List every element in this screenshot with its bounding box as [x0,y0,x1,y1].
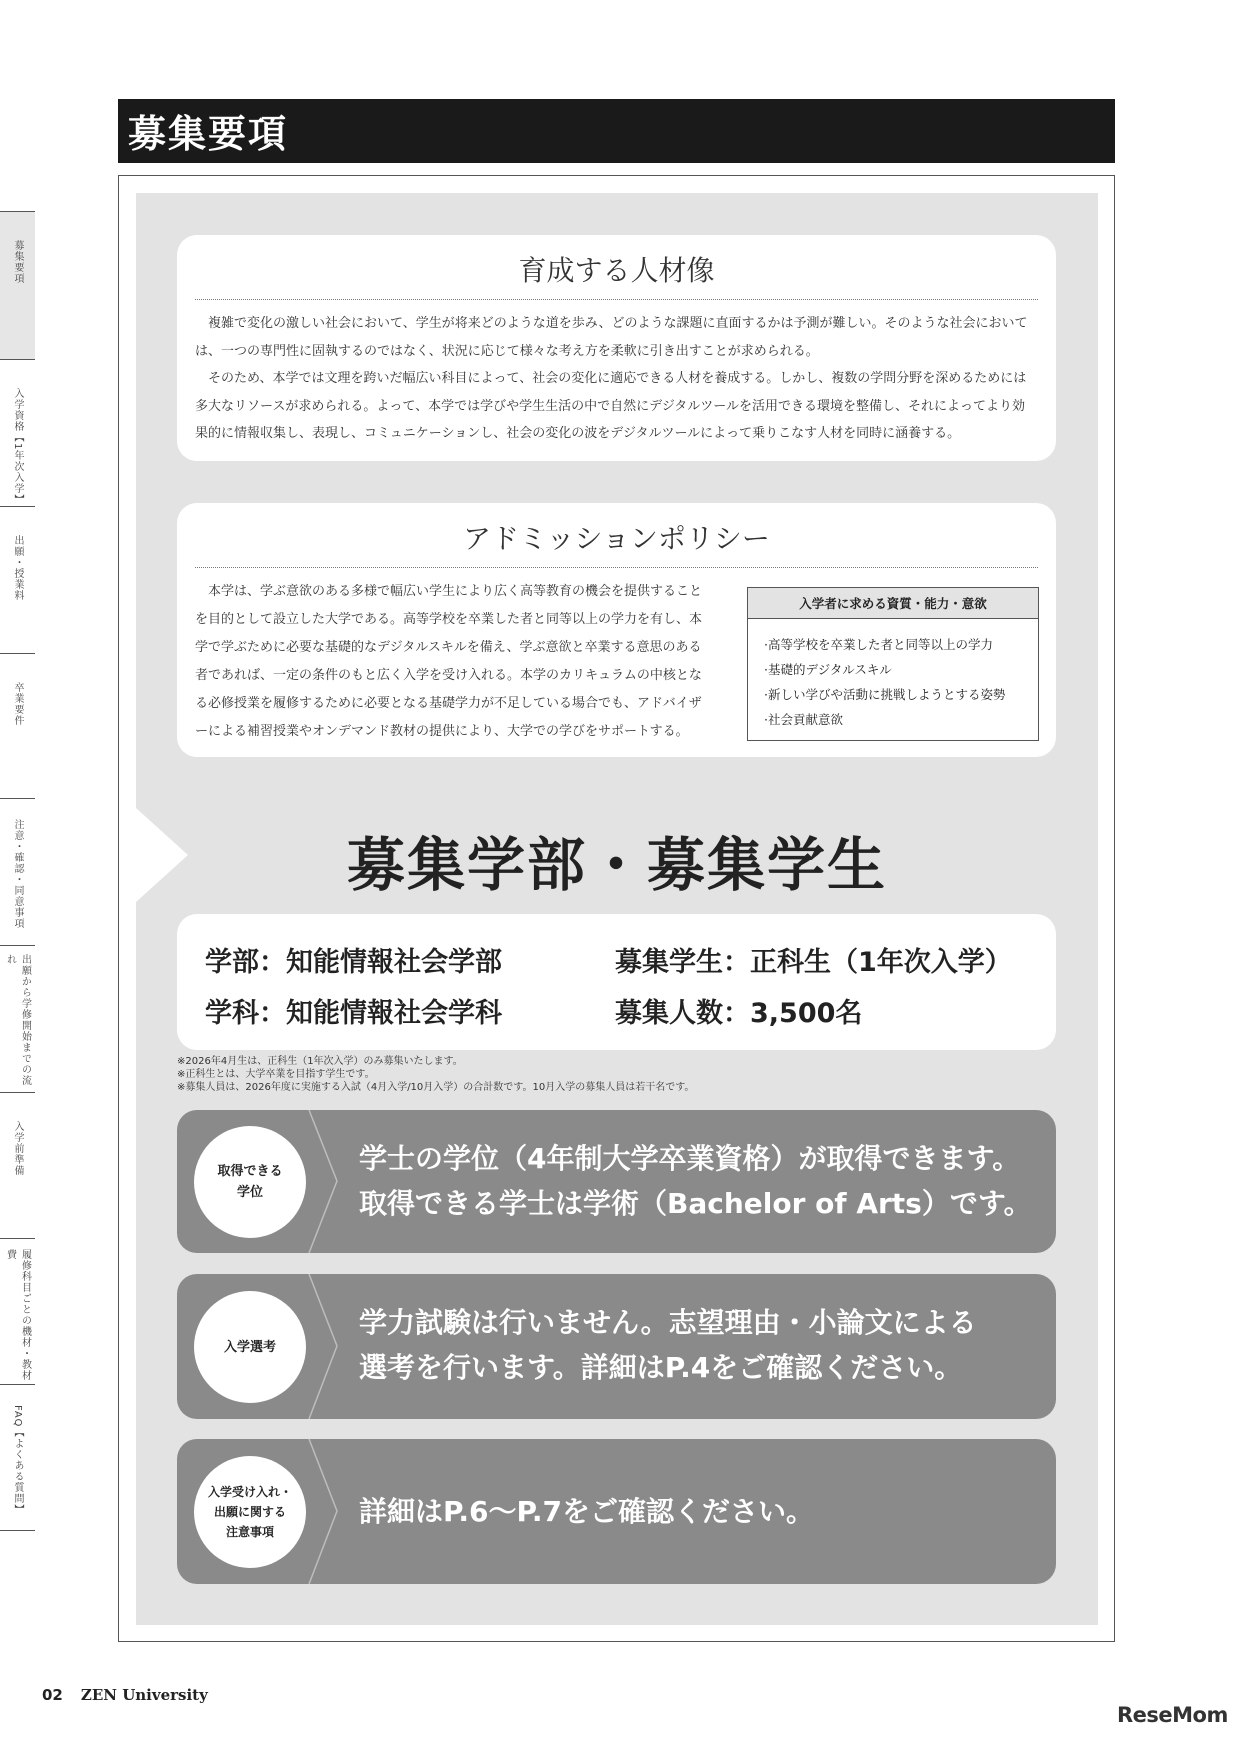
chevron-divider-icon [307,1110,347,1253]
tab-label: 注意・確認・同意事項 [12,819,23,929]
chevron-divider-icon [307,1439,347,1584]
requirement-item: ·社会貢献意欲 [764,712,843,727]
page-number: 02 [42,1686,63,1704]
tab-label: 入学資格【1年次入学】 [12,388,23,506]
notes-info-box [177,1439,1056,1584]
chevron-divider-icon [307,1274,347,1419]
selection-info-box [177,1274,1056,1419]
degree-line: 学士の学位（4年制大学卒業資格）が取得できます。 [359,1142,1021,1175]
ideal-student-card [177,235,1056,461]
sidebar-tab-flow[interactable] [0,945,35,1092]
footnotes [177,1055,694,1094]
policy-heading: アドミッションポリシー [463,522,770,555]
degree-label: 取得できる 学位 [194,1126,306,1238]
tab-label: 履修科目ごとの機材・教材費 [4,1249,31,1381]
tab-label: 出願・授業料 [12,535,23,601]
selection-line: 選考を行います。詳細はP.4をご確認ください。 [359,1351,963,1384]
recruit-facts-card [177,914,1056,1050]
ideal-paragraph: 複雑で変化の激しい社会において、学生が将来どのような道を歩み、どのような課題に直面するかは予測が難しい。そのような社会においては、一つの専門性に固執するのではなく、状況に応じて様々な考え方を柔軟に引き出すことが求められる。 [195,316,1028,359]
resemom-logo: ReseMom [1117,1703,1228,1727]
ideal-heading: 育成する人材像 [518,254,715,287]
section-index-sidebar [0,211,35,1531]
requirement-item: ·基礎的デジタルスキル [764,662,892,677]
student-type: 募集学生：正科生（1年次入学） [615,947,1012,978]
tab-label: 入学前準備 [12,1121,23,1176]
ideal-paragraph: そのため、本学では文理を跨いだ幅広い科目によって、社会の変化に適応できる人材を養成する。しかし、複数の学問分野を深めるためには多大なリソースが求められる。よって、本学では学びや学生生活の中で自然にデジタルツールを活用できる環境を整備し、それによってより効果的に情報収集し、表現し、コミュニケーションし、社会の変化の波をデジタルツールによって乗りこなす人材を同時に涵養する。 [195,371,1027,441]
footnote: ※2026年4月生は、正科生（1年次入学）のみ募集いたします。 [177,1056,463,1067]
faculty: 学部：知能情報社会学部 [205,947,502,978]
sidebar-tab-equipment[interactable] [0,1238,35,1384]
tab-label: 募集要項 [12,240,23,284]
tab-label: 卒業要件 [12,682,23,726]
sidebar-tab-application-fees[interactable] [0,506,35,653]
requirements-title: 入学者に求める資質・能力・意欲 [748,588,1038,619]
page-title: 募集要項 [118,99,1115,163]
requirements-box [747,587,1039,741]
notes-label: 入学受け入れ・ 出願に関する 注意事項 [194,1456,306,1568]
recruit-heading: 募集学部・募集学生 [346,831,887,899]
page-footer [42,1686,208,1704]
sidebar-tab-faq[interactable] [0,1384,35,1531]
selection-line: 学力試験は行いません。志望理由・小論文による [359,1306,977,1339]
policy-paragraph: 本学は、学ぶ意欲のある多様で幅広い学生により広く高等教育の機会を提供することを目的として設立した大学である。高等学校を卒業した者と同等以上の学力を有し、本学で学ぶために必要な基礎的なデジタルスキルを備え、学ぶ意欲と卒業する意思のある者であれば、一定の条件のもと広く入学を受け入れる。本学のカリキュラムの中核となる必修授業を履修するために必要となる基礎学力が不足している場合でも、アドバイザーによる補習授業やオンデマンド教材の提供により、大学での学びをサポートする。 [195,584,703,739]
sidebar-tab-graduation[interactable] [0,653,35,798]
degree-info-box [177,1110,1056,1253]
sidebar-tab-notices[interactable] [0,798,35,945]
university-name: ZEN University [80,1686,208,1704]
admission-policy-card [177,503,1056,757]
notes-line: 詳細はP.6〜P.7をご確認ください。 [359,1495,815,1528]
department: 学科：知能情報社会学科 [205,998,502,1029]
selection-label: 入学選考 [194,1291,306,1403]
degree-line: 取得できる学士は学術（Bachelor of Arts）です。 [359,1187,1032,1220]
tab-label: FAQ【よくある質問】 [12,1405,23,1516]
sidebar-tab-preparation[interactable] [0,1092,35,1238]
sidebar-tab-eligibility[interactable] [0,359,35,506]
footnote: ※正科生とは、大学卒業を目指す学生です。 [177,1069,375,1080]
footnote: ※募集人員は、2026年度に実施する入試（4月入学/10月入学）の合計数です。10月入学の募集人員は若干名です。 [177,1082,695,1093]
sidebar-tab-guidelines[interactable] [0,211,35,359]
requirement-item: ·新しい学びや活動に挑戦しようとする姿勢 [764,687,1006,702]
capacity: 募集人数：3,500名 [615,998,863,1029]
tab-label: 出願から学修開始までの流れ [4,954,31,1086]
requirement-item: ·高等学校を卒業した者と同等以上の学力 [764,637,993,652]
